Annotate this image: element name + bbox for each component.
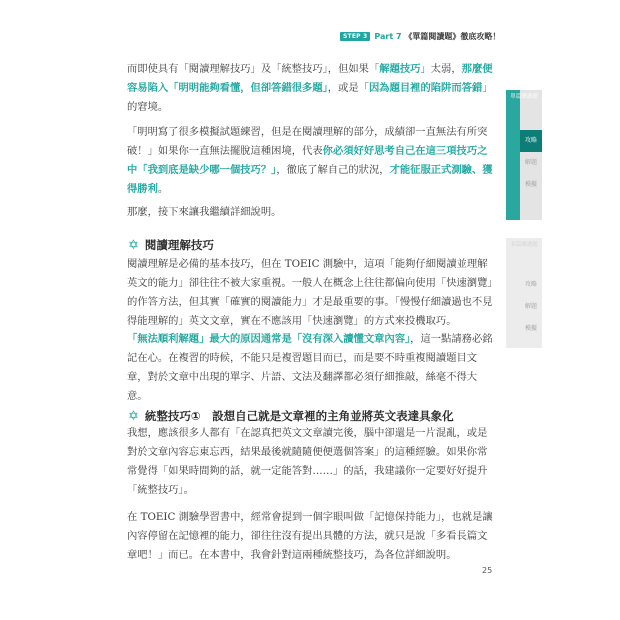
side-tab-item[interactable]: 模擬 — [524, 325, 537, 332]
side-tab-items — [520, 274, 542, 340]
side-tab-single-passage[interactable] — [506, 90, 542, 220]
highlight-text: 解題技巧 — [379, 63, 421, 75]
body-text: 閱讀理解是必備的基本技巧，但在 TOEIC 測驗中，這項「能夠仔細閱讀並理解英文的能力」卻往往不被大家重視。一般人在概念上往往都偏向使用「快速瀏覽」的作答方法，但其實「確實的閱讀能力」才是最重要的事。「慢慢仔細讀過也不見得能理解的」英文文章，實在不應該用「快速瀏覽」的方式來投機取巧。 — [127, 258, 493, 327]
body-text: 我想，應該很多人都有「在認真把英文文章讀完後，腦中卻還是一片混亂，或是對於文章內容忘東忘西，結果最後就隨隨便便選個答案」的這種經驗。如果你常常覺得「如果時間夠的話，就一定能答對……」的話，我建議你一定要好好提升「統整技巧」。 — [127, 427, 488, 496]
tab-color-bar — [506, 90, 520, 220]
body-text: 在 TOEIC 測驗學習書中，經常會提到一個字眼叫做「記憶保持能力」，也就是讓內容停留在記憶裡的能力，卻往往沒有提出具體的方法，就只是說「多看長篇文章吧！」而已。在本書中，我會針對這兩種統整技巧，為各位詳細說明。 — [127, 511, 493, 561]
body-text: 」太弱， — [420, 63, 462, 75]
side-tab-title: 多篇閱讀題 — [510, 242, 538, 248]
body-text: 」的窘境。 — [127, 82, 493, 113]
highlight-text: 「無法順利解題」最大的原因通常是「沒有深入讀懂文章內容」 — [127, 333, 411, 345]
side-tab-multi-passage[interactable] — [506, 238, 542, 348]
side-tab-item[interactable]: 解題 — [524, 303, 537, 310]
side-tab-item[interactable]: 模擬 — [524, 181, 537, 188]
body-text: ，徹底了解自己的狀況， — [276, 164, 390, 176]
star-icon: ✡ — [128, 408, 139, 424]
paragraph-6 — [127, 424, 497, 500]
header-title — [374, 31, 500, 42]
header-part: Part 7 — [374, 32, 402, 41]
header-subtitle: 《單篇閱讀題》徹底攻略！ — [404, 32, 501, 41]
side-tab-items — [520, 130, 542, 196]
paragraph-7 — [127, 508, 497, 565]
highlight-text: 那麼便容易陷入「明明能夠看懂，但卻答錯很多題」 — [127, 63, 493, 94]
side-tab-item[interactable]: 攻略 — [520, 130, 542, 152]
page-number: 25 — [482, 566, 493, 575]
side-tab-item[interactable]: 解題 — [524, 159, 537, 166]
body-text: 「明明寫了很多模擬試題練習，但是在閱讀理解的部分，成績卻一直無法有所突破！」如果你一直無法擺脫這種困境，代表 — [127, 126, 488, 157]
highlight-text: 你必須好好思考自己在這三項技巧之中「我到底是缺少哪一個技巧？」 — [127, 145, 488, 176]
paragraph-1 — [127, 60, 497, 117]
section-title: 閱讀理解技巧 — [144, 238, 214, 252]
highlight-text: 因為題目裡的陷阱而答錯 — [368, 82, 483, 94]
section-heading-reading — [128, 237, 214, 253]
paragraph-2 — [127, 123, 497, 199]
paragraph-4 — [127, 255, 497, 331]
body-text: 那麼，接下來讓我繼續詳細說明。 — [127, 206, 282, 218]
side-tab-title: 單篇閱讀題 — [510, 94, 538, 100]
body-text: 。 — [157, 183, 169, 195]
section-title: 統整技巧① 設想自己就是文章裡的主角並將英文表達具象化 — [144, 409, 454, 423]
body-text: ，或是「 — [327, 82, 369, 94]
running-header — [340, 31, 500, 42]
paragraph-5 — [127, 330, 497, 406]
highlight-text: 才能征服正式測驗、獲得勝利 — [127, 164, 493, 195]
body-text: ，這一點請務必銘記在心。在複習的時候，不能只是複習題目而已，而是要不時重複閱讀題目文章，對於文章中出現的單字、片語、文法及翻譯都必須仔細推敲，絲毫不得大意。 — [127, 333, 493, 402]
body-text: 而即使具有「閱讀理解技巧」及「統整技巧」，但如果「 — [127, 63, 380, 75]
section-heading-integration — [128, 408, 454, 424]
paragraph-3 — [127, 203, 497, 222]
step-badge: STEP 3 — [340, 32, 370, 41]
side-tab-item[interactable]: 攻略 — [524, 281, 537, 288]
star-icon: ✡ — [128, 237, 139, 253]
